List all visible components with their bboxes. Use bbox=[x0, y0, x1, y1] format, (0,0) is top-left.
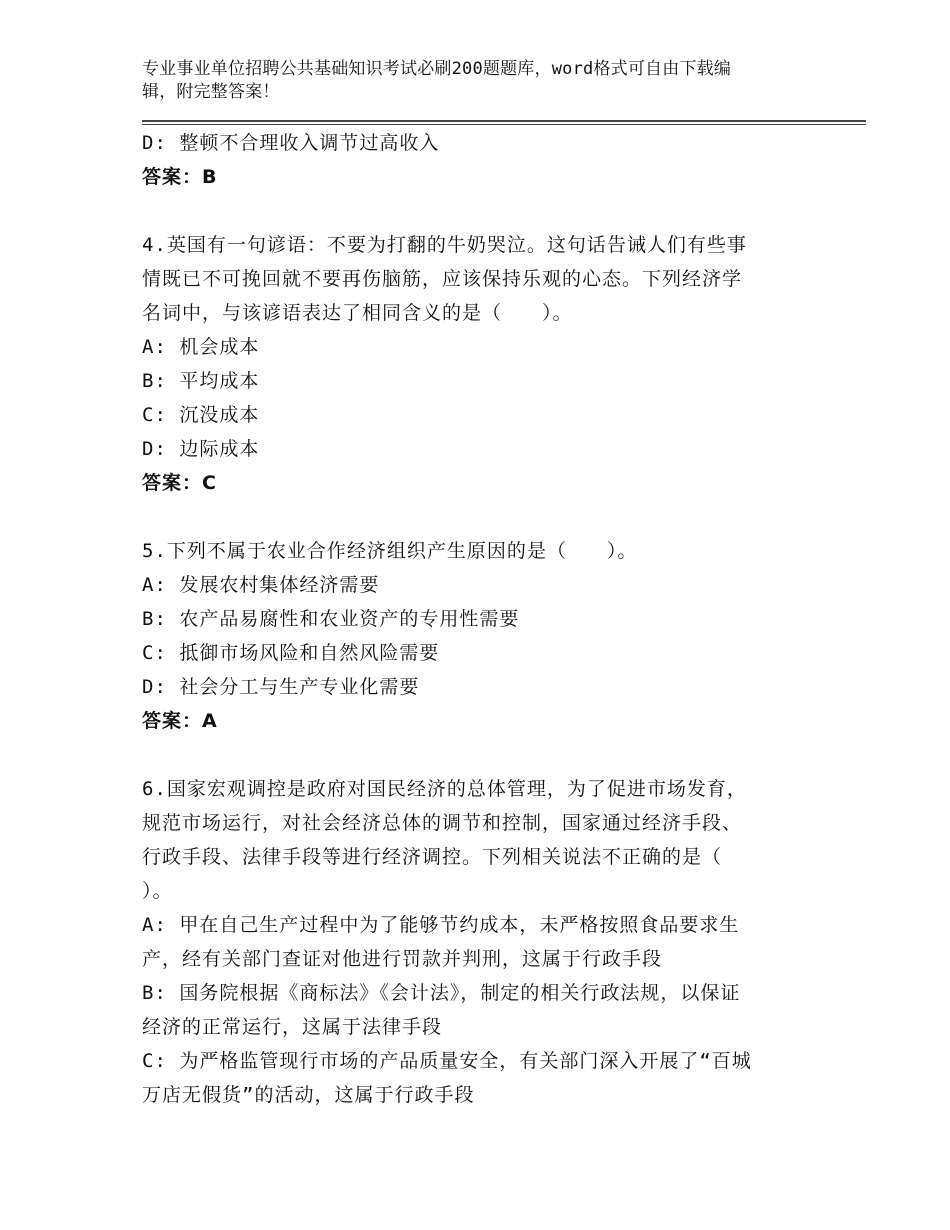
spacer bbox=[142, 194, 822, 228]
option-c-cont: 万店无假货”的活动，这属于行政手段 bbox=[142, 1084, 475, 1106]
question-content bbox=[142, 126, 822, 1112]
question-4 bbox=[142, 228, 822, 500]
option-c: C: 沉没成本 bbox=[142, 404, 260, 426]
option-b: B: 国务院根据《商标法》《会计法》，制定的相关行政法规，以保证 bbox=[142, 982, 741, 1004]
answer: 答案：B bbox=[142, 166, 218, 188]
question-stem: 6.国家宏观调控是政府对国民经济的总体管理，为了促进市场发育， bbox=[142, 778, 747, 800]
option-a: A: 发展农村集体经济需要 bbox=[142, 574, 380, 596]
option-b: B: 农产品易腐性和农业资产的专用性需要 bbox=[142, 608, 520, 630]
header-line: 辑，附完整答案！ bbox=[142, 82, 280, 102]
answer: 答案：A bbox=[142, 710, 218, 732]
question-6 bbox=[142, 772, 822, 1112]
question-stem: 情既已不可挽回就不要再伤脑筋，应该保持乐观的心态。下列经济学 bbox=[142, 268, 743, 290]
option-d: D: 边际成本 bbox=[142, 438, 260, 460]
spacer bbox=[142, 500, 822, 534]
question-stem: 名词中，与该谚语表达了相同含义的是（ ）。 bbox=[142, 302, 573, 324]
header-divider bbox=[142, 120, 866, 122]
option-b: B: 平均成本 bbox=[142, 370, 260, 392]
question-stem: 4.英国有一句谚语：不要为打翻的牛奶哭泣。这句话告诫人们有些事 bbox=[142, 234, 747, 256]
option-c: C: 为严格监管现行市场的产品质量安全，有关部门深入开展了“百城 bbox=[142, 1050, 752, 1072]
option-a: A: 甲在自己生产过程中为了能够节约成本，未严格按照食品要求生 bbox=[142, 914, 740, 936]
option-a: A: 机会成本 bbox=[142, 336, 260, 358]
answer: 答案：C bbox=[142, 472, 217, 494]
question-stem: 5.下列不属于农业合作经济组织产生原因的是（ ）。 bbox=[142, 540, 638, 562]
option-b-cont: 经济的正常运行，这属于法律手段 bbox=[142, 1016, 443, 1038]
question-stem: 规范市场运行，对社会经济总体的调节和控制，国家通过经济手段、 bbox=[142, 812, 743, 834]
question-stem: ）。 bbox=[142, 880, 173, 902]
page-header bbox=[142, 58, 802, 104]
option-c: C: 抵御市场风险和自然风险需要 bbox=[142, 642, 440, 664]
option-d: D: 社会分工与生产专业化需要 bbox=[142, 676, 420, 698]
question-5 bbox=[142, 534, 822, 738]
header-line: 专业事业单位招聘公共基础知识考试必刷200题题库，word格式可自由下载编 bbox=[142, 59, 732, 79]
option-a-cont: 产，经有关部门查证对他进行罚款并判刑，这属于行政手段 bbox=[142, 948, 663, 970]
spacer bbox=[142, 738, 822, 772]
question-stem: 行政手段、法律手段等进行经济调控。下列相关说法不正确的是（ bbox=[142, 846, 723, 868]
option-d: D: 整顿不合理收入调节过高收入 bbox=[142, 132, 440, 154]
question-3-tail bbox=[142, 126, 822, 194]
header-divider-thin bbox=[142, 124, 866, 125]
